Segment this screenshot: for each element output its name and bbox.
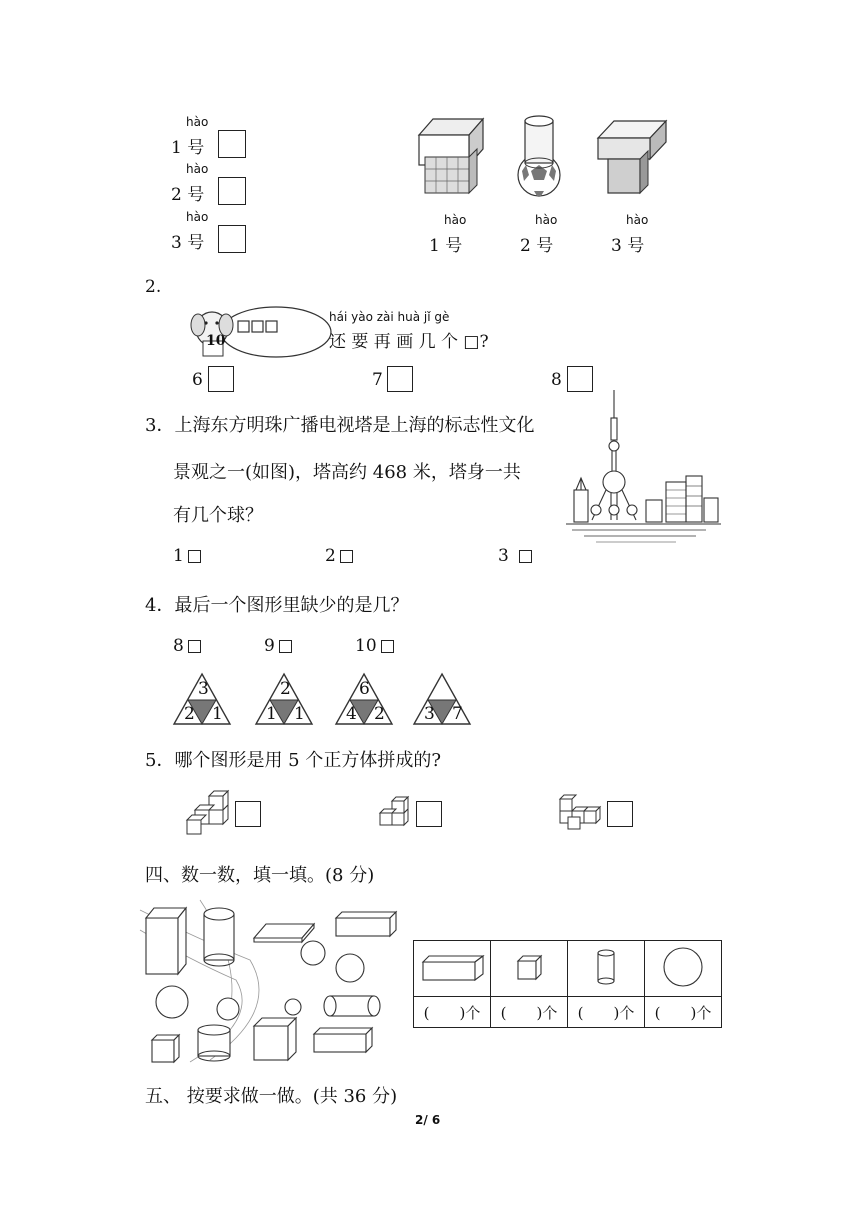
table-header-cuboid	[414, 941, 491, 997]
q4-triangle-3-right: 2	[374, 704, 385, 724]
q1-row1-label: 1 号	[171, 138, 205, 158]
q4-triangle-2-right: 1	[294, 704, 305, 724]
q4-triangle-2-top: 2	[280, 679, 291, 699]
q1-row2-pinyin: hào	[186, 162, 209, 176]
q1-row2-label: 2 号	[171, 185, 205, 205]
q3-option-3-label: 3	[498, 546, 509, 566]
q1-figure2-cylinder-on-ball	[516, 113, 566, 199]
q1-row3-pinyin: hào	[186, 210, 209, 224]
q4-triangle-4	[412, 672, 472, 726]
q1-figure1-pinyin: hào	[444, 213, 467, 227]
q1-figure1-cube-on-grid	[413, 115, 493, 195]
q1-figure3-cuboid-on-block	[596, 118, 670, 196]
q3-option-1-box[interactable]	[188, 550, 201, 563]
q4-option-10-label: 10	[355, 636, 377, 656]
q5-cube-stack-2	[376, 795, 416, 831]
cuboid-icon	[419, 952, 485, 982]
q3-option-1-label: 1	[173, 546, 184, 566]
q4-triangle-3-left: 4	[346, 704, 357, 724]
q1-figure2-pinyin: hào	[535, 213, 558, 227]
section4-count-table	[413, 940, 722, 1028]
q4-option-8[interactable]	[173, 636, 201, 656]
count-cylinder[interactable]: ( )个	[568, 997, 645, 1028]
q5-option-2-box[interactable]	[416, 801, 442, 827]
q1-row3-answer-box[interactable]	[218, 225, 246, 253]
q1-row1-answer-box[interactable]	[218, 130, 246, 158]
q1-row2-answer-box[interactable]	[218, 177, 246, 205]
q2-option-8-label: 8	[551, 370, 562, 390]
count-sphere[interactable]: ( )个	[645, 997, 722, 1028]
section5-heading: 五、 按要求做一做。(共 36 分)	[145, 1086, 398, 1107]
q4-option-9[interactable]	[264, 636, 292, 656]
q3-option-3[interactable]	[498, 546, 532, 566]
q2-pinyin: hái yào zài huà jǐ gè	[329, 310, 450, 324]
q4-option-8-box[interactable]	[188, 640, 201, 653]
q3-option-3-box[interactable]	[519, 550, 532, 563]
table-header-cube	[491, 941, 568, 997]
cylinder-icon	[594, 947, 618, 987]
q4-triangle-1-left: 2	[184, 704, 195, 724]
q4-question: 4．最后一个图形里缺少的是几？	[145, 595, 409, 616]
q1-row1-pinyin: hào	[186, 115, 209, 129]
section4-heading: 四、数一数，填一填。(8 分)	[145, 865, 375, 886]
q4-option-8-label: 8	[173, 636, 184, 656]
q1-figure3-pinyin: hào	[626, 213, 649, 227]
q3-oriental-pearl-tower-illustration	[566, 390, 721, 550]
q1-figure1-label: 1 号	[429, 236, 463, 256]
section4-solids-illustration	[140, 900, 405, 1065]
q3-option-2[interactable]	[325, 546, 353, 566]
q4-option-9-box[interactable]	[279, 640, 292, 653]
q3-option-1[interactable]	[173, 546, 201, 566]
q4-triangle-4-left: 3	[424, 704, 435, 724]
table-header-cylinder	[568, 941, 645, 997]
q4-triangle-1-top: 3	[198, 679, 209, 699]
q4-triangle-3-top: 6	[359, 679, 370, 699]
q3-option-2-box[interactable]	[340, 550, 353, 563]
cube-icon	[514, 952, 544, 982]
q4-option-9-label: 9	[264, 636, 275, 656]
q2-option-6-label: 6	[192, 370, 203, 390]
q2-number: 2.	[145, 277, 162, 297]
q1-figure3-label: 3 号	[611, 236, 645, 256]
q4-triangle-1-right: 1	[212, 704, 223, 724]
q5-option-1-box[interactable]	[235, 801, 261, 827]
q5-option-3-box[interactable]	[607, 801, 633, 827]
q2-question: 还 要 再 画 几 个 □?	[329, 332, 489, 352]
q3-question-line2: 景观之一(如图)，塔高约 468 米，塔身一共	[173, 462, 521, 483]
q2-option-7-label: 7	[372, 370, 383, 390]
page-number: 2/ 6	[415, 1113, 441, 1127]
q5-cube-stack-1	[183, 788, 233, 836]
sphere-icon	[661, 945, 705, 989]
q3-question-line1: 3．上海东方明珠广播电视塔是上海的标志性文化	[145, 415, 535, 436]
q3-option-2-label: 2	[325, 546, 336, 566]
q4-option-10[interactable]	[355, 636, 394, 656]
q2-option-6-box[interactable]	[208, 366, 234, 392]
table-header-sphere	[645, 941, 722, 997]
q2-elephant-number: 10	[206, 333, 226, 349]
q1-row3-label: 3 号	[171, 233, 205, 253]
q5-question: 5．哪个图形是用 5 个正方体拼成的?	[145, 750, 441, 771]
count-cuboid[interactable]: ( )个	[414, 997, 491, 1028]
q2-option-8-box[interactable]	[567, 366, 593, 392]
q4-triangle-2-left: 1	[266, 704, 277, 724]
q3-question-line3: 有几个球？	[173, 505, 263, 526]
count-cube[interactable]: ( )个	[491, 997, 568, 1028]
q1-figure2-label: 2 号	[520, 236, 554, 256]
q5-cube-stack-3	[556, 793, 606, 831]
q4-option-10-box[interactable]	[381, 640, 394, 653]
q2-option-7-box[interactable]	[387, 366, 413, 392]
q4-triangle-4-right: 7	[452, 704, 463, 724]
